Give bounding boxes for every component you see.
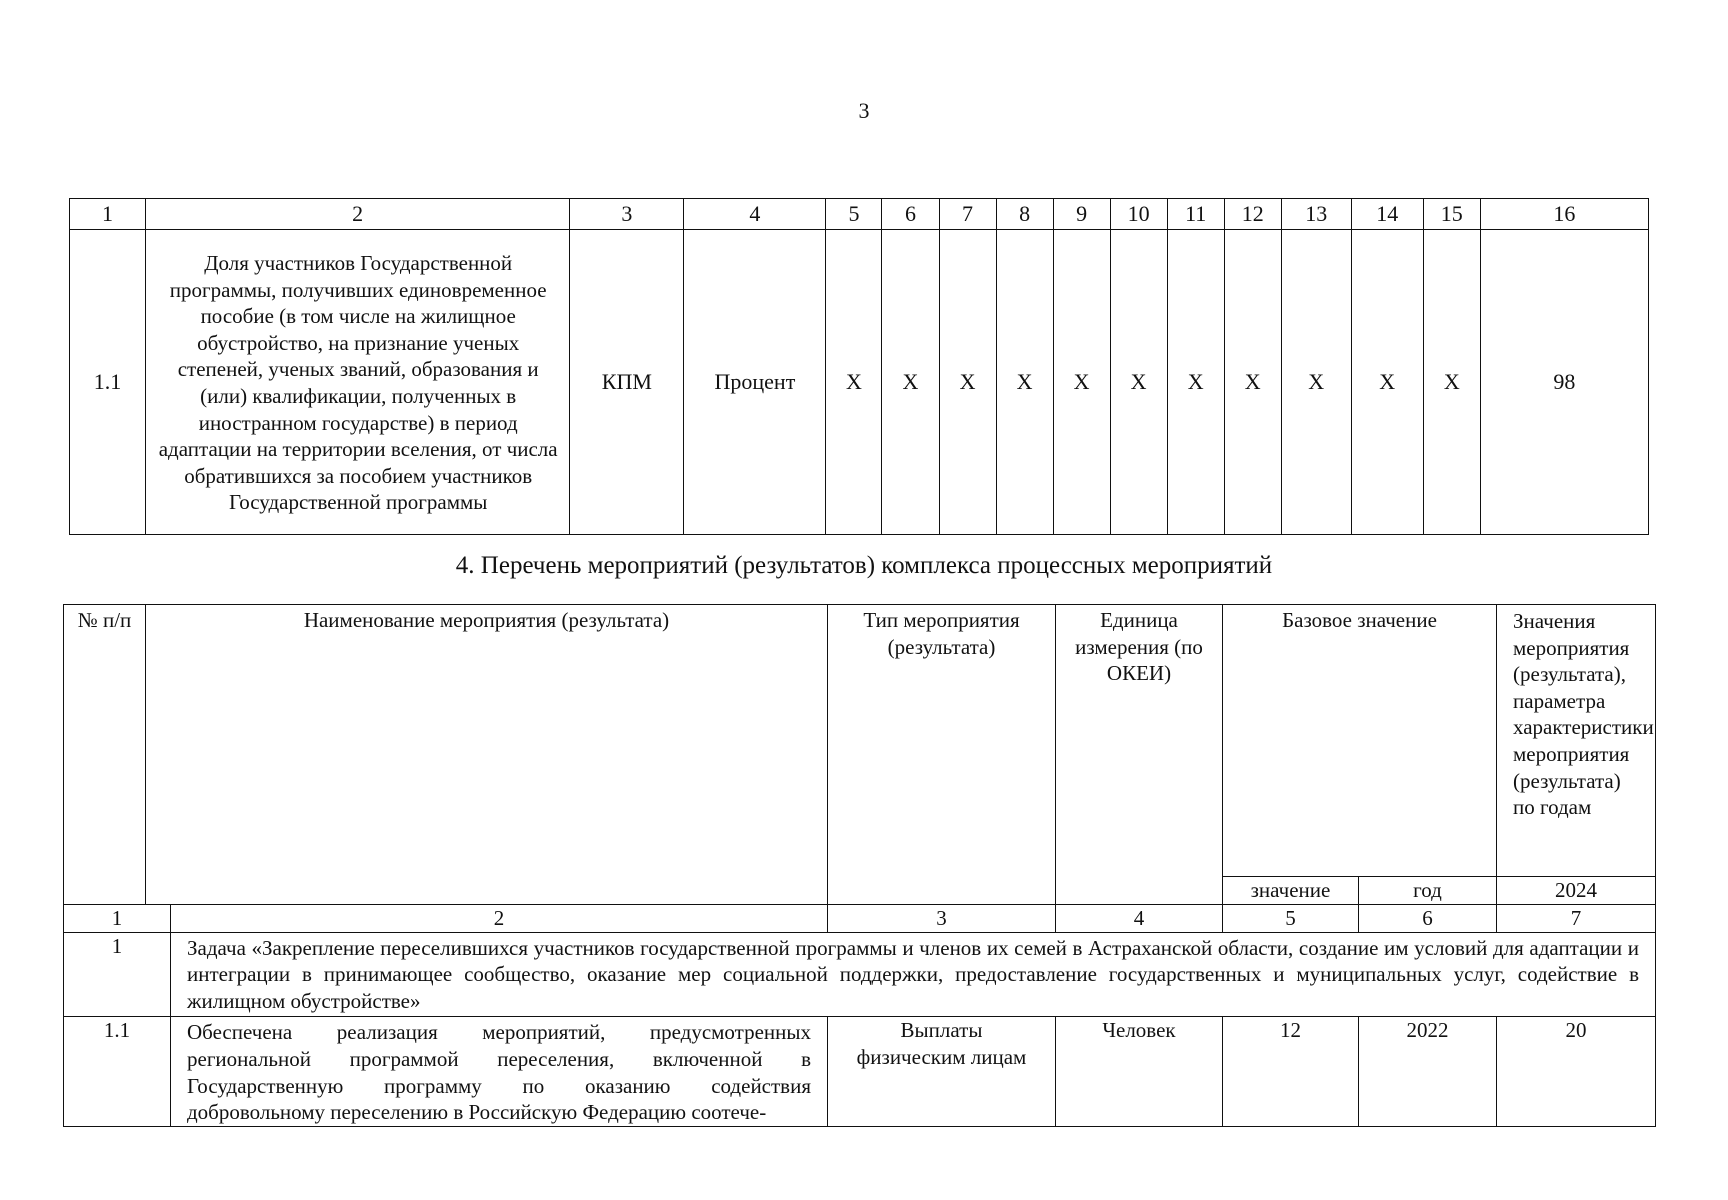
x-cell: X [1110,230,1167,535]
column-number-row [70,199,1649,230]
base-value: 12 [1223,1017,1359,1126]
x-cell: X [1351,230,1423,535]
column-number: 3 [828,905,1056,933]
column-number: 13 [1281,199,1351,230]
indicator-unit: Процент [684,230,826,535]
x-cell: X [996,230,1053,535]
row-number: 1.1 [64,1017,171,1126]
activity-type: Выплаты физическим лицам [828,1017,1056,1126]
column-number: 1 [70,199,146,230]
header-base-year: год [1359,877,1497,905]
column-number: 12 [1224,199,1281,230]
column-number: 15 [1423,199,1480,230]
column-number: 14 [1351,199,1423,230]
column-number: 7 [1497,905,1656,933]
header-base-value: значение [1223,877,1359,905]
x-cell: X [1423,230,1480,535]
indicator-value: 98 [1480,230,1648,535]
x-cell: X [1281,230,1351,535]
x-cell: X [1053,230,1110,535]
column-number: 8 [996,199,1053,230]
header-type: Тип мероприятия (результата) [828,605,1056,905]
column-number: 5 [1223,905,1359,933]
activity-name: Обеспечена реализация мероприятий, предусмотренных региональной программой переселения, включенной в Государственную программу по оказанию содействия добровольному переселению в Российскую Федерацию соотече- [171,1017,828,1126]
task-text: Задача «Закрепление переселившихся участников государственной программы и членов их семей в Астраханской области, создание им условий для адаптации и интеграции в принимающее сообщество, оказание мер социальной поддержки, предоставление государственных и муниципальных услуг, содействие в жилищном обустройстве» [171,932,1656,1017]
column-number: 11 [1167,199,1224,230]
column-number: 9 [1053,199,1110,230]
page-number: 3 [858,98,870,123]
x-cell: X [939,230,996,535]
header-row [64,605,1656,877]
task-row [64,932,1656,1017]
section-title: 4. Перечень мероприятий (результатов) комплекса процессных мероприятий [455,552,1273,579]
column-number: 2 [146,199,570,230]
indicator-name: Доля участников Государственной программы, получивших единовременное пособие (в том числе на жилищное обустройство, на признание ученых степеней, ученых званий, образования и (или) квалификации, полученных в иностранном государстве) в период адаптации на территории вселения, от числа обратившихся за пособием участников Государственной программы [146,230,570,535]
x-cell: X [1167,230,1224,535]
column-number: 1 [64,905,171,933]
header-base: Базовое значение [1223,605,1497,877]
header-unit: Единица измерения (по ОКЕИ) [1056,605,1223,905]
column-number: 16 [1480,199,1648,230]
x-cell: X [882,230,939,535]
header-values: Значения мероприятия (результата), параметра характеристики мероприятия (результата) по годам [1497,605,1656,877]
column-number: 4 [1056,905,1223,933]
column-number: 6 [1359,905,1497,933]
table-row [64,1017,1656,1126]
column-number: 6 [882,199,939,230]
column-number: 7 [939,199,996,230]
header-num: № п/п [64,605,146,905]
x-cell: X [826,230,882,535]
base-year: 2022 [1359,1017,1497,1126]
task-number: 1 [64,932,171,1017]
column-number: 3 [570,199,684,230]
column-number: 4 [684,199,826,230]
header-name: Наименование мероприятия (результата) [146,605,828,905]
header-year: 2024 [1497,877,1656,905]
column-number: 2 [171,905,828,933]
value-2024: 20 [1497,1017,1656,1126]
activities-table-header [63,604,1656,905]
indicator-type: КПМ [570,230,684,535]
x-cell: X [1224,230,1281,535]
column-number: 5 [826,199,882,230]
indicators-table [69,198,1649,535]
column-number-row [64,905,1656,933]
row-number: 1.1 [70,230,146,535]
activity-unit: Человек [1056,1017,1223,1126]
table-row [70,230,1649,535]
activities-table-body [63,904,1656,1127]
column-number: 10 [1110,199,1167,230]
